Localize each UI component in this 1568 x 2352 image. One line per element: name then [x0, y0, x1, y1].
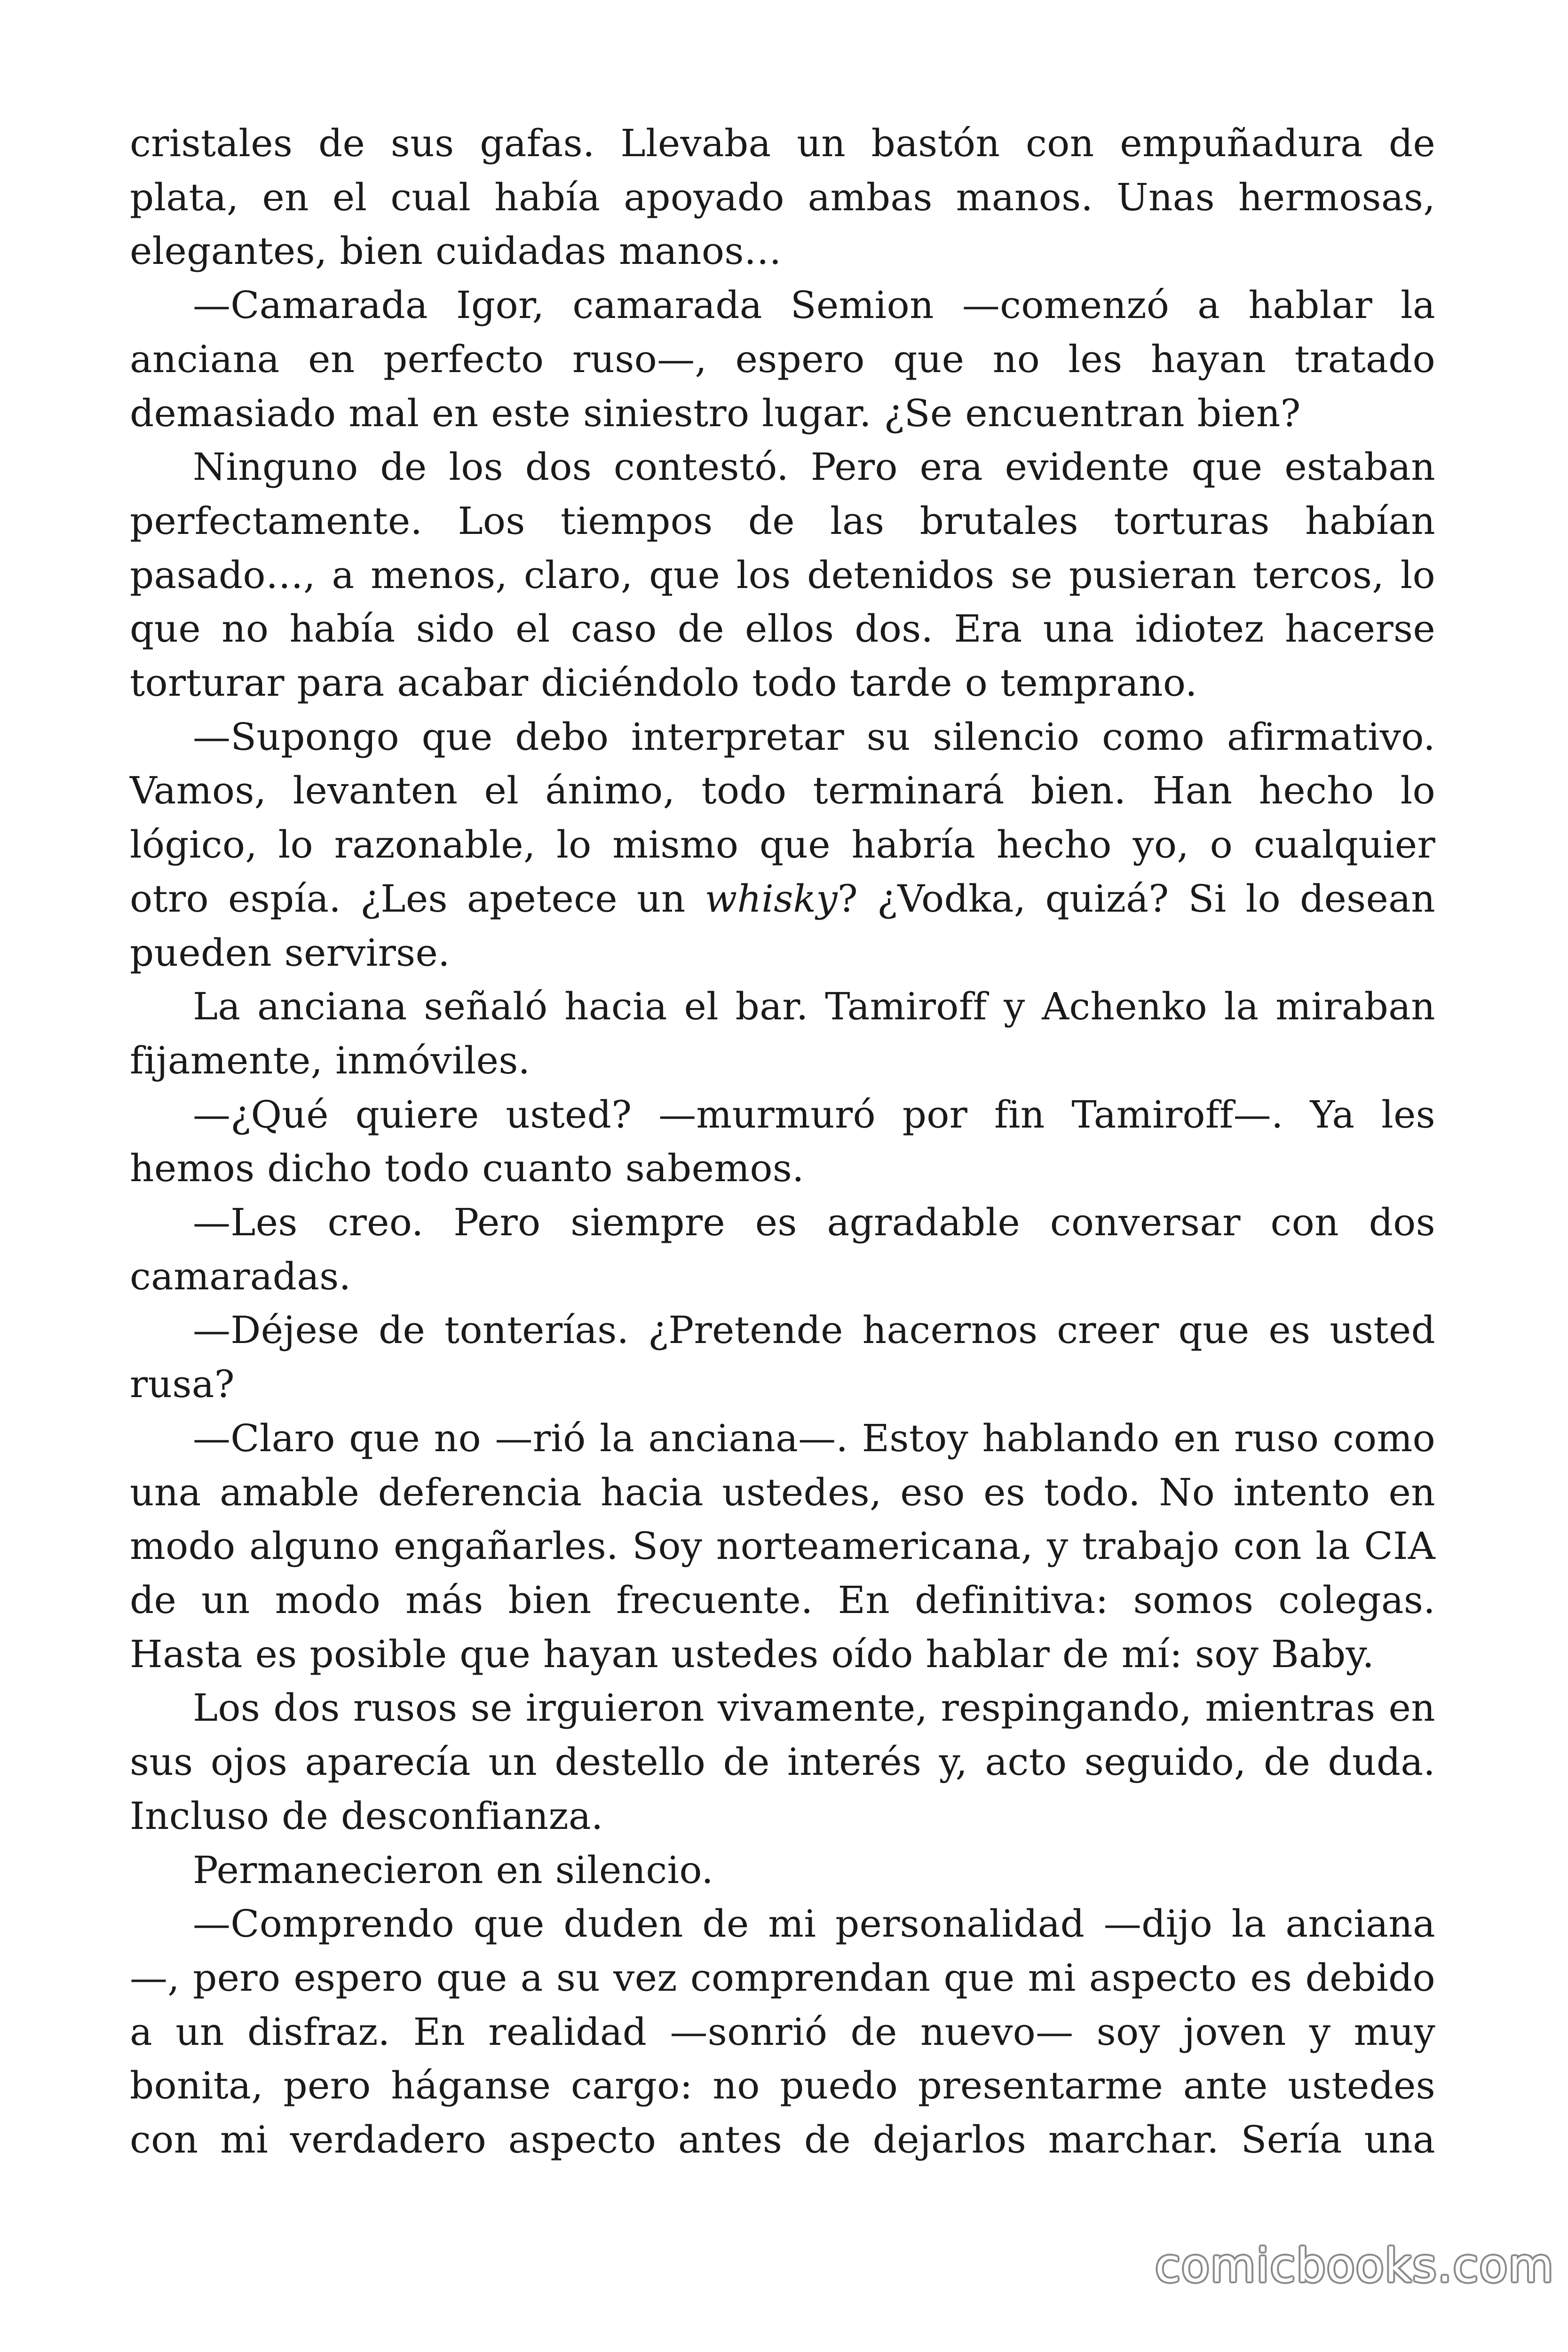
- paragraph-4: [130, 710, 1435, 980]
- paragraph-7: —Les creo. Pero siempre es agradable conversar con dos camaradas.: [130, 1200, 1435, 1298]
- paragraph-2: —Camarada Igor, camarada Semion —comenzó a hablar la anciana en perfecto ruso—, espero que no les hayan tratado demasiado mal en este siniestro lugar. ¿Se encuentran bien?: [130, 283, 1435, 435]
- paragraph-11: Permanecieron en silencio.: [193, 1848, 714, 1892]
- paragraph-8: —Déjese de tonterías. ¿Pretende hacernos creer que es usted rusa?: [130, 1308, 1435, 1406]
- paragraph-10: Los dos rusos se irguieron vivamente, respingando, mientras en sus ojos aparecía un destello de interés y, acto seguido, de duda. Incluso de desconfianza.: [130, 1686, 1435, 1838]
- paragraph-9: —Claro que no —rió la anciana—. Estoy hablando en ruso como una amable deferencia hacia ustedes, eso es todo. No intento en modo alguno engañarles. Soy norteamericana, y trabajo con la CIA de un modo más bien frecuente. En definitiva: somos colegas. Hasta es posible que hayan ustedes oído hablar de mí: soy Baby.: [130, 1416, 1435, 1676]
- paragraph-1: cristales de sus gafas. Llevaba un bastón con empuñadura de plata, en el cual había apoyado ambas manos. Unas hermosas, elegantes, bien cuidadas manos…: [130, 121, 1435, 273]
- paragraph-4-end: ? ¿Vodka, quizá? Si lo desean pueden servirse.: [130, 876, 1435, 975]
- paragraph-4-start: —Supongo que debo interpretar su silencio como afirmativo. Vamos, levanten el ánimo, todo terminará bien. Han hecho lo lógico, lo razonable, lo mismo que habría hecho yo, o cualquier otro espía. ¿Les apetece un: [130, 715, 1435, 921]
- paragraph-3: Ninguno de los dos contestó. Pero era evidente que estaban perfectamente. Los tiempos de las brutales torturas habían pasado…, a menos, claro, que los detenidos se pusieran tercos, lo que no había sido el caso de ellos dos. Era una idiotez hacerse torturar para acabar diciéndolo todo tarde o temprano.: [130, 445, 1435, 705]
- italic-word: whisky: [705, 876, 838, 921]
- paragraph-12: —Comprendo que duden de mi personalidad —dijo la anciana —, pero espero que a su vez comprendan que mi aspecto es debido a un disfraz. En realidad —sonrió de nuevo— soy joven y muy bonita, pero háganse cargo: no puedo presentarme ante ustedes con mi verdadero aspecto antes de dejarlos marchar. Sería una: [130, 1902, 1435, 2162]
- paragraph-5: La anciana señaló hacia el bar. Tamiroff y Achenko la miraban fijamente, inmóviles.: [130, 985, 1435, 1082]
- watermark-logo: comicbooks.com: [1155, 2239, 1554, 2293]
- body-text: [130, 117, 1435, 2167]
- paragraph-6: —¿Qué quiere usted? —murmuró por fin Tamiroff—. Ya les hemos dicho todo cuanto sabemos.: [130, 1092, 1435, 1191]
